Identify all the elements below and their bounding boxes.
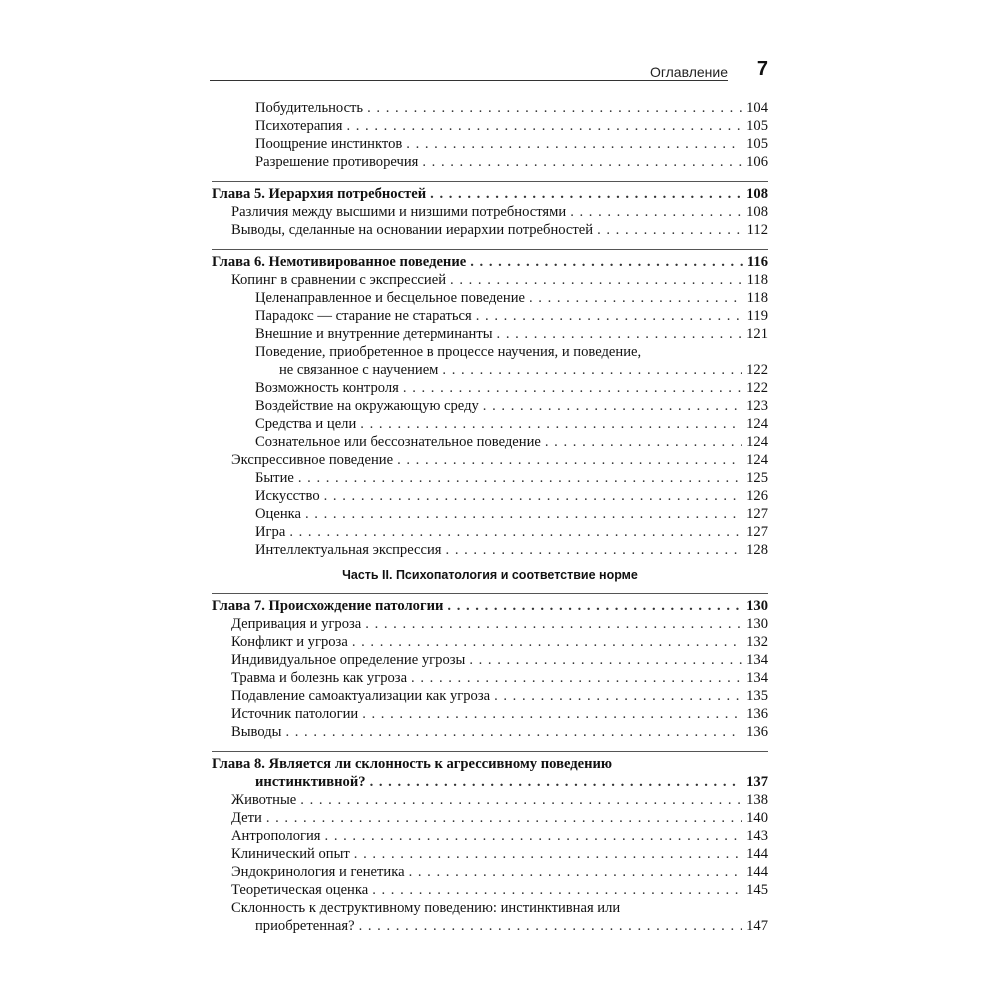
toc-entry-line1[interactable]: Склонность к деструктивному поведению: инстинктивная или	[231, 900, 621, 916]
toc-entry[interactable]: Эндокринология и генетика . . . 144	[212, 863, 768, 881]
toc-entry[interactable]: Экспрессивное поведение . . . 124	[212, 451, 768, 469]
toc-entry[interactable]: Теоретическая оценка . . . 145	[212, 881, 768, 899]
toc-entry[interactable]: Различия между высшими и низшими потребностями . . . 108	[212, 203, 768, 221]
toc-entry[interactable]: Оценка . . . 127	[212, 505, 768, 523]
toc-entry-line2[interactable]: не связанное с научением . . . 122	[212, 361, 768, 379]
section-divider	[212, 593, 768, 594]
toc-entry[interactable]: Воздействие на окружающую среду . . . 123	[212, 397, 768, 415]
toc-entry[interactable]: Психотерапия . . . 105	[212, 117, 768, 135]
chapter-5-heading[interactable]: Глава 5. Иерархия потребностей . . . 108	[212, 185, 768, 203]
toc-entry[interactable]: Средства и цели . . . 124	[212, 415, 768, 433]
toc-entry[interactable]: Бытие . . . 125	[212, 469, 768, 487]
table-of-contents	[212, 99, 768, 935]
toc-entry[interactable]: Травма и болезнь как угроза . . . 134	[212, 669, 768, 687]
toc-entry[interactable]: Клинический опыт . . . 144	[212, 845, 768, 863]
chapter-8-heading-line2[interactable]: инстинктивной? . . . 137	[212, 773, 768, 791]
toc-entry[interactable]: Искусство . . . 126	[212, 487, 768, 505]
part-2-heading[interactable]: Часть II. Психопатология и соответствие норме	[342, 568, 638, 582]
toc-entry[interactable]: Индивидуальное определение угрозы . . . 134	[212, 651, 768, 669]
toc-entry[interactable]: Подавление самоактуализации как угроза . . . 135	[212, 687, 768, 705]
toc-entry[interactable]: Возможность контроля . . . 122	[212, 379, 768, 397]
toc-entry[interactable]: Разрешение противоречия . . . 106	[212, 153, 768, 171]
toc-entry[interactable]: Депривация и угроза . . . 130	[212, 615, 768, 633]
toc-entry[interactable]: Источник патологии . . . 136	[212, 705, 768, 723]
toc-entry-line2[interactable]: приобретенная? . . . 147	[212, 917, 768, 935]
chapter-7-heading[interactable]: Глава 7. Происхождение патологии . . . 130	[212, 597, 768, 615]
toc-entry[interactable]: Антропология . . . 143	[212, 827, 768, 845]
section-divider	[212, 751, 768, 752]
page-number: 7	[756, 58, 768, 80]
toc-entry[interactable]: Поощрение инстинктов . . . 105	[212, 135, 768, 153]
toc-entry[interactable]: Внешние и внутренние детерминанты . . . 121	[212, 325, 768, 343]
chapter-8-heading-line1[interactable]: Глава 8. Является ли склонность к агрессивному поведению	[212, 756, 613, 772]
toc-entry-line1[interactable]: Поведение, приобретенное в процессе научения, и поведение,	[255, 344, 642, 360]
toc-entry[interactable]: Парадокс — старание не стараться . . . 119	[212, 307, 768, 325]
running-header	[210, 58, 768, 82]
toc-entry[interactable]: Целенаправленное и бесцельное поведение . . . 118	[212, 289, 768, 307]
toc-entry[interactable]: Дети . . . 140	[212, 809, 768, 827]
header-title: Оглавление	[649, 64, 728, 80]
section-divider	[212, 249, 768, 250]
header-rule	[210, 80, 728, 81]
toc-entry[interactable]: Животные . . . 138	[212, 791, 768, 809]
chapter-6-heading[interactable]: Глава 6. Немотивированное поведение . . . 116	[212, 253, 768, 271]
section-divider	[212, 181, 768, 182]
toc-entry[interactable]: Побудительность . . . 104	[212, 99, 768, 117]
toc-entry[interactable]: Сознательное или бессознательное поведение . . . 124	[212, 433, 768, 451]
toc-entry[interactable]: Выводы . . . 136	[212, 723, 768, 741]
toc-entry[interactable]: Интеллектуальная экспрессия . . . 128	[212, 541, 768, 559]
toc-entry[interactable]: Игра . . . 127	[212, 523, 768, 541]
toc-entry[interactable]: Копинг в сравнении с экспрессией . . . 118	[212, 271, 768, 289]
toc-entry[interactable]: Конфликт и угроза . . . 132	[212, 633, 768, 651]
toc-entry[interactable]: Выводы, сделанные на основании иерархии потребностей . . . 112	[212, 221, 768, 239]
